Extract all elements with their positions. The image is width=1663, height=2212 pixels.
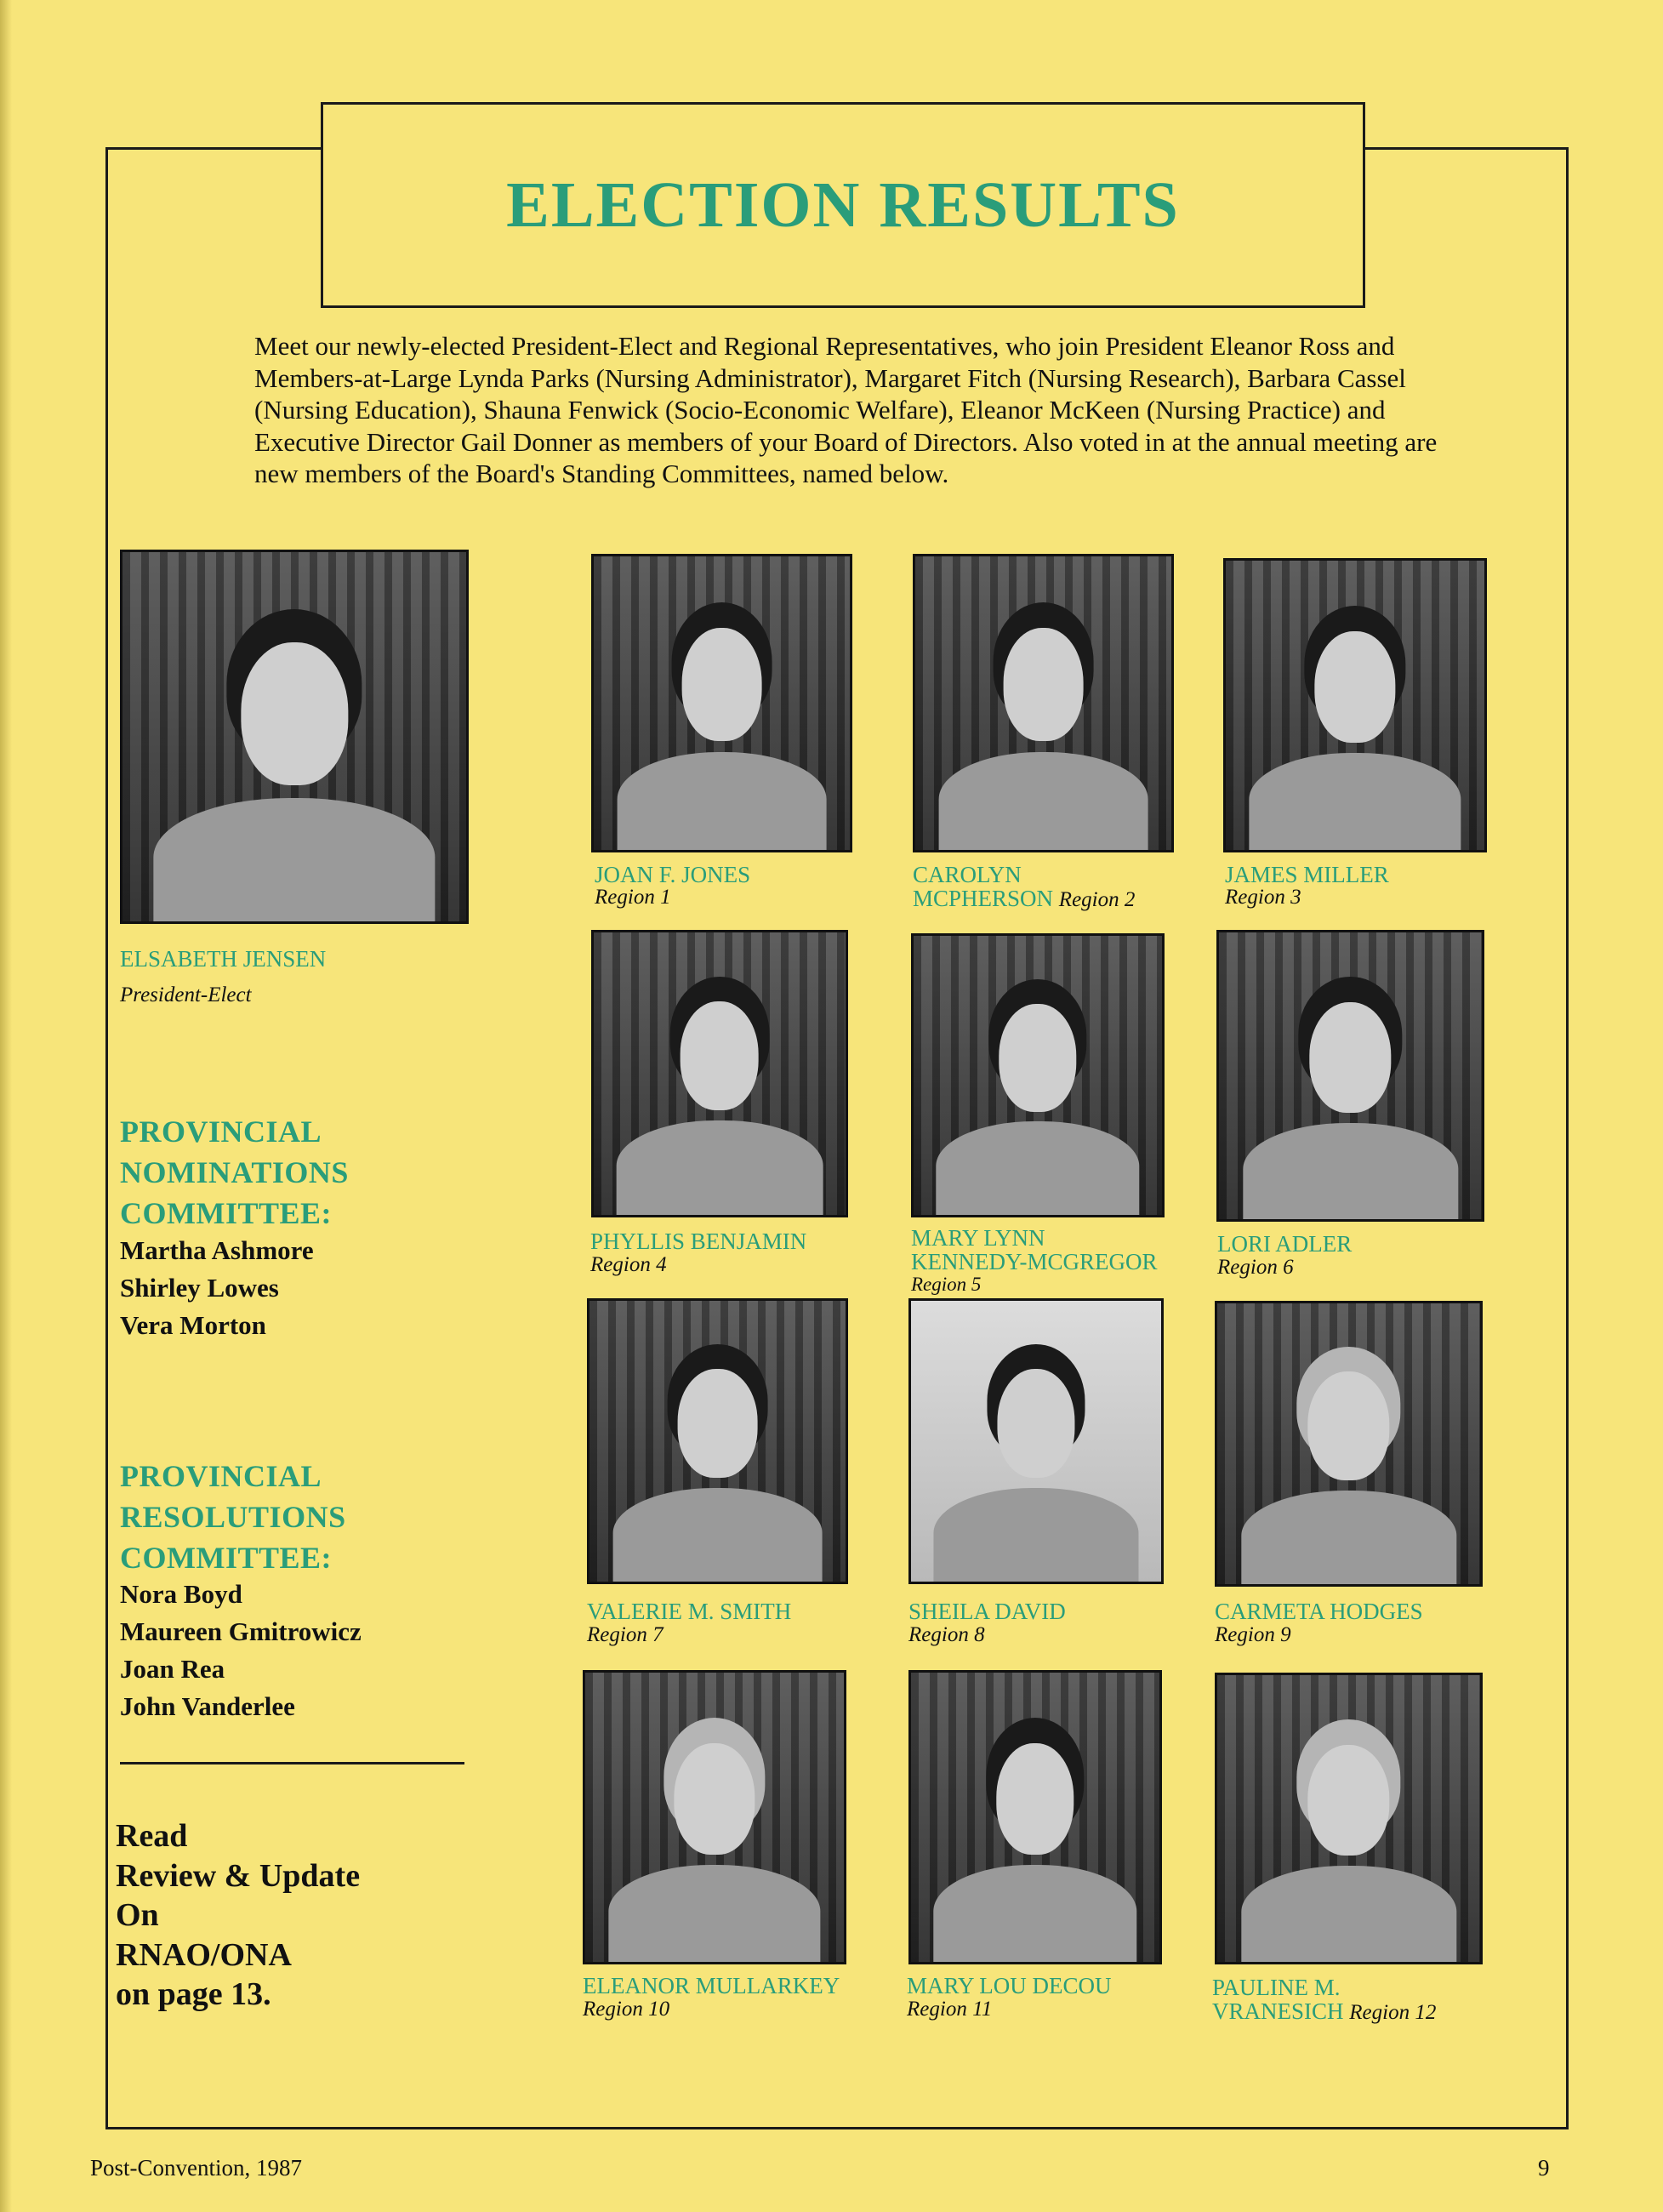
committee-member: Nora Boyd <box>120 1579 242 1609</box>
photo-region-3 <box>1223 558 1487 852</box>
photo-region-5 <box>911 933 1165 1217</box>
photo-region-4 <box>591 930 848 1217</box>
rep-region-10: Region 10 <box>583 1998 670 2021</box>
rep-name-region-2-line1: CAROLYN <box>913 862 1022 887</box>
photo-region-1 <box>591 554 852 852</box>
footer-publication: Post-Convention, 1987 <box>90 2155 303 2181</box>
photo-region-10 <box>583 1670 846 1964</box>
photo-region-8 <box>908 1298 1164 1584</box>
rep-name-region-5-line2: KENNEDY-MCGREGOR <box>911 1249 1158 1274</box>
rep-name-region-10: ELEANOR MULLARKEY <box>583 1973 840 1998</box>
rep-name-region-3: JAMES MILLER <box>1225 862 1389 887</box>
rep-region-4: Region 4 <box>590 1253 667 1276</box>
rep-region-2: Region 2 <box>1058 888 1136 911</box>
nominations-heading-line1: PROVINCIAL <box>120 1115 322 1149</box>
president-elect-role: President-Elect <box>120 983 252 1006</box>
title-box <box>321 102 1365 308</box>
rep-name-region-12-line2-text: VRANESICH <box>1212 1998 1344 2024</box>
rep-name-region-12-line2 <box>1212 1999 1436 2025</box>
resolutions-heading-line2: RESOLUTIONS <box>120 1500 346 1534</box>
rep-name-region-1: JOAN F. JONES <box>595 862 751 887</box>
photo-region-9 <box>1215 1301 1483 1587</box>
footer-page-number: 9 <box>1538 2155 1550 2181</box>
photo-president-elect <box>120 550 469 924</box>
resolutions-heading-line3: COMMITTEE: <box>120 1541 333 1575</box>
rep-region-11: Region 11 <box>907 1998 993 2021</box>
nominations-heading-line3: COMMITTEE: <box>120 1196 333 1230</box>
intro-paragraph: Meet our newly-elected President-Elect and Regional Representatives, who join President Eleanor Ross and Members-at-Large Lynda Parks (Nursing Administrator), Margaret Fitch (Nursing Research), Barbara Cassel (Nursing Education), Shauna Fenwick (Socio-Economic Welfare), Eleanor McKeen (Nursing Practice) and Executive Director Gail Donner as members of your Board of Directors. Also voted in at the annual meeting are new members of the Board's Standing Committees, named below. <box>254 331 1438 488</box>
photo-region-6 <box>1216 930 1484 1222</box>
rep-region-12: Region 12 <box>1349 2001 1437 2024</box>
committee-member: Vera Morton <box>120 1310 266 1340</box>
rep-name-region-7: VALERIE M. SMITH <box>587 1599 792 1624</box>
rep-region-9: Region 9 <box>1215 1623 1291 1646</box>
rep-name-region-2-line2-text: MCPHERSON <box>913 886 1054 911</box>
page-edge <box>0 0 12 2212</box>
committee-member: Shirley Lowes <box>120 1273 279 1303</box>
nominations-committee-members <box>120 1232 314 1344</box>
rep-region-3: Region 3 <box>1225 886 1301 909</box>
rep-name-region-2-line2 <box>913 887 1135 912</box>
resolutions-heading-line1: PROVINCIAL <box>120 1459 322 1493</box>
rep-region-1: Region 1 <box>595 886 671 909</box>
rep-name-region-6: LORI ADLER <box>1217 1231 1353 1257</box>
page-title: ELECTION RESULTS <box>506 168 1180 241</box>
resolutions-committee-members <box>120 1576 362 1725</box>
rep-region-5: Region 5 <box>911 1274 982 1295</box>
rep-name-region-9: CARMETA HODGES <box>1215 1599 1423 1624</box>
rep-region-7: Region 7 <box>587 1623 663 1646</box>
rep-name-region-4: PHYLLIS BENJAMIN <box>590 1229 807 1254</box>
resolutions-committee-heading <box>120 1456 346 1578</box>
committee-member: John Vanderlee <box>120 1691 295 1721</box>
rep-name-region-12-line1: PAULINE M. <box>1212 1975 1341 2000</box>
photo-region-11 <box>908 1670 1162 1964</box>
read-review-note: Read Review & Update On RNAO/ONA on page 13. <box>116 1818 361 2012</box>
rep-name-region-5-line1: MARY LYNN <box>911 1225 1045 1251</box>
photo-region-2 <box>913 554 1174 852</box>
rep-name-region-11: MARY LOU DECOU <box>907 1973 1112 1998</box>
president-elect-name: ELSABETH JENSEN <box>120 946 327 972</box>
nominations-heading-line2: NOMINATIONS <box>120 1155 349 1189</box>
nominations-committee-heading <box>120 1111 349 1234</box>
rep-region-8: Region 8 <box>908 1623 985 1646</box>
rep-name-region-8: SHEILA DAVID <box>908 1599 1066 1624</box>
photo-region-7 <box>587 1298 848 1584</box>
committee-member: Maureen Gmitrowicz <box>120 1616 362 1646</box>
committee-member: Joan Rea <box>120 1654 225 1684</box>
photo-region-12 <box>1215 1673 1483 1964</box>
committee-member: Martha Ashmore <box>120 1235 314 1265</box>
rep-region-6: Region 6 <box>1217 1256 1294 1279</box>
divider-rule <box>120 1762 464 1764</box>
